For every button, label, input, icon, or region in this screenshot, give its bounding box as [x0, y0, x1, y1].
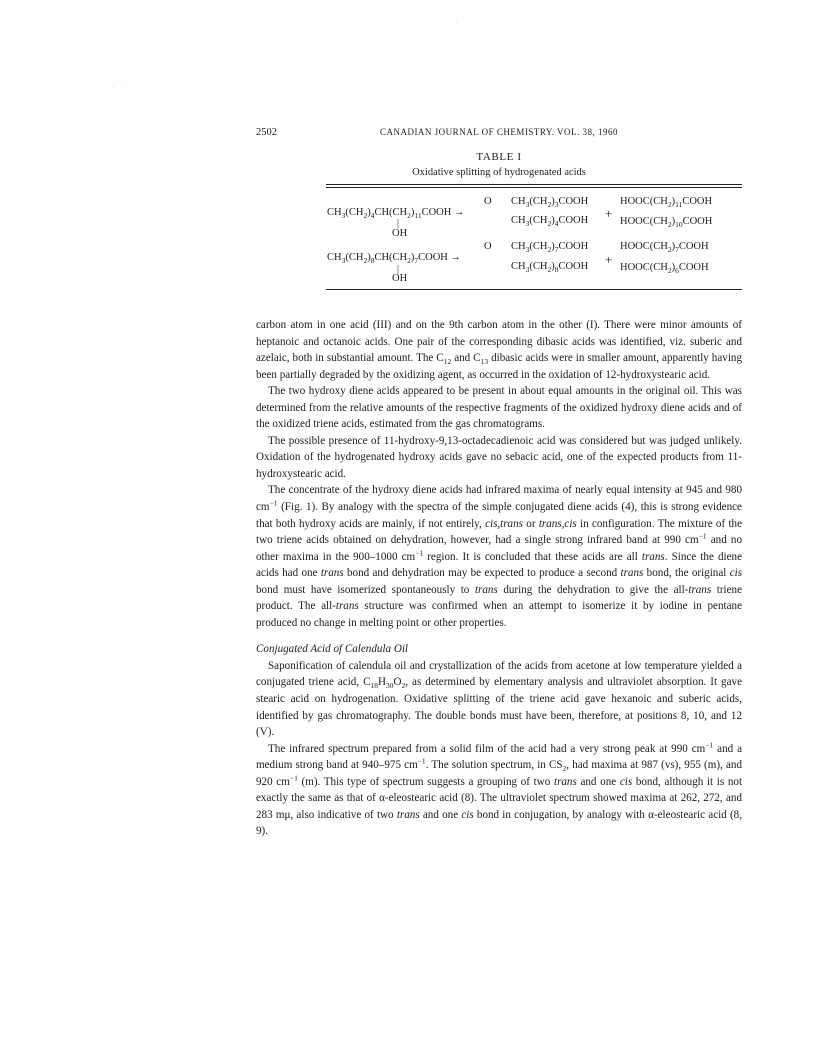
table-caption: Oxidative splitting of hydrogenated acids [412, 167, 586, 178]
table-reactant: $CH_3(CH_2)_4CH(CH_2)_{11}COOH$ → [327, 207, 465, 221]
paragraph: The two hydroxy diene acids appeared to be present in about equal amounts in the original oil. This was determined from the relative amounts of the respective fragments of the oxidized hydroxy diene acids and of the oxidized triene acids, estimated from the gas chromatograms. [256, 385, 742, 431]
section-heading: Conjugated Acid of Calendula Oil [256, 643, 409, 656]
table-title: TABLE I [476, 151, 522, 163]
scan-artifact: · [455, 18, 460, 27]
bond-line: | [397, 218, 400, 229]
scan-artifact: · · [112, 82, 126, 91]
hydroxyl-substituent: OH [392, 228, 408, 239]
oxidant-label: O [484, 196, 492, 207]
article-body [256, 317, 742, 840]
paragraph: The possible presence of 11-hydroxy-9,13-octadecadienoic acid was considered but was judged unlikely. Oxidation of the hydrogenated hydroxy acids gave no sebacic acid, one of the expected products from 11-hydroxystearic acid. [256, 434, 742, 480]
table-product: $HOOC(CH_2)_{10}COOH$ [620, 216, 713, 230]
table-product: $CH_3(CH_2)_7COOH$ [511, 241, 589, 255]
journal-title: CANADIAN JOURNAL OF CHEMISTRY. VOL. 38, 1960 [379, 127, 619, 137]
table-product: $CH_3(CH_2)_4COOH$ [511, 215, 589, 229]
table-reactant: $CH_3(CH_2)_8CH(CH_2)_7COOH$ → [327, 252, 461, 266]
table-product: $HOOC(CH_2)_7COOH$ [620, 241, 709, 255]
running-header [256, 127, 742, 141]
oxidant-label: O [484, 241, 492, 252]
reaction-arrow-icon: → [453, 207, 465, 218]
plus-sign: + [605, 252, 613, 267]
table-top-rule [326, 187, 742, 188]
hydroxyl-substituent: OH [392, 273, 408, 284]
table-product: $HOOC(CH_2)_6COOH$ [620, 262, 709, 276]
paragraph: The concentrate of the hydroxy diene acids had infrared maxima of nearly equal intensity at 945 and 980 $cm^{-1}$ (Fig. 1). By analogy with the spectra of the simple conjugated diene acids (4), this is strong evidence that both hydroxy acids are mainly, if not entirely, cis,trans or trans,cis in configuration. The mixture of the two triene acids obtained on dehydration, however, had a single strong infrared band at 990 $cm^{-1}$ and no other maxima in the 900–1000 $cm^{-1}$ region. It is concluded that these acids are all trans. Since the diene acids had one trans bond and dehydration may be expected to produce a second trans bond, the original cis bond must have isomerized spontaneously to trans during the dehydration to give the all-trans triene product. The all-trans structure was confirmed when an attempt to isomerize it by iodine in pentane produced no change in melting point or other properties. [256, 484, 743, 629]
plus-sign: + [605, 206, 613, 221]
table-product: $CH_3(CH_2)_3COOH$ [511, 196, 589, 210]
page-number: 2502 [256, 127, 277, 138]
reaction-arrow-icon: → [450, 252, 461, 263]
paragraph: carbon atom in one acid (III) and on the 9th carbon atom in the other (I). There were minor amounts of heptanoic and octanoic acids. One pair of the corresponding dibasic acids was identified, viz. suberic and azelaic, both in substantial amount. The $C_{12}$ and $C_{13}$ dibasic acids were in smaller amount, apparently having been partially degraded by the oxidizing agent, as occurred in the oxidation of 12-hydroxystearic acid. [256, 319, 743, 381]
table-product: $CH_3(CH_2)_8COOH$ [511, 261, 589, 275]
table-top-rule [326, 184, 742, 185]
paragraph: The infrared spectrum prepared from a solid film of the acid had a very strong peak at 990 $cm^{-1}$ and a medium strong band at 940–975 $cm^{-1}$. The solution spectrum, in $CS_2$, had maxima at 987 (vs), 955 (m), and 920 $cm^{-1}$ (m). This type of spectrum suggests a grouping of two trans and one cis bond, although it is not exactly the same as that of α-eleostearic acid (8). The ultraviolet spectrum showed maxima at 262, 272, and 283 mμ, also indicative of two trans and one cis bond in conjugation, by analogy with α-eleostearic acid (8, 9). [256, 739, 743, 838]
table-bottom-rule [326, 289, 742, 290]
paragraph: Saponification of calendula oil and crystallization of the acids from acetone at low temperature yielded a conjugated triene acid, $C_{18}H_{30}O_2$, as determined by elementary analysis and ultraviolet absorption. It gave stearic acid on hydrogenation. Oxidative splitting of the triene acid gave hexanoic and suberic acids, identified by gas chromatography. The double bonds must have been, therefore, at positions 8, 10, and 12 (V). [256, 659, 742, 739]
table-product: $HOOC(CH_2)_{11}COOH$ [620, 196, 713, 210]
bond-line: | [397, 264, 400, 275]
